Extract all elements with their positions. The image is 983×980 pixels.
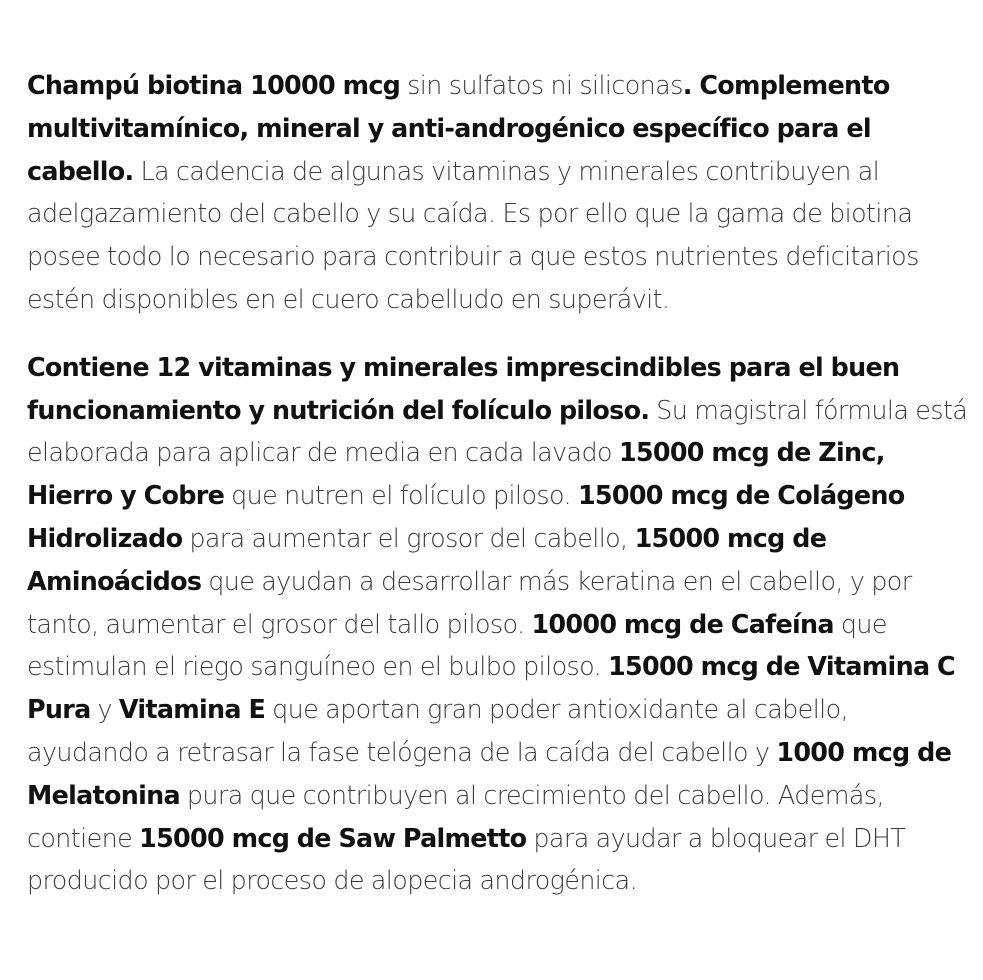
regular-text: sin sulfatos ni siliconas xyxy=(400,70,683,100)
bold-text: Vitamina E xyxy=(118,694,266,725)
bold-text: . Complemento multivitamínico, mineral y anti-androgénico específico para el cabello. xyxy=(27,70,890,186)
regular-text: para ayudar a bloquear el DHT producido por el proceso de alopecia androgénica. xyxy=(27,822,906,896)
regular-text: para aumentar el grosor del cabello, xyxy=(182,522,635,553)
regular-text: La cadencia de algunas vitaminas y minerales contribuyen al adelgazamiento del cabello y su caída. Es por ello que la gama de biotina posee todo lo necesario para contribuir a que estos nutrientes deficitarios estén disponibles en el cuero cabelludo en superávit. xyxy=(27,155,919,314)
ingredients-paragraph xyxy=(27,346,971,902)
bold-text: 10000 mcg de Cafeína xyxy=(531,608,834,639)
regular-text: y xyxy=(90,694,119,725)
bold-text: 15000 mcg de Saw Palmetto xyxy=(139,822,527,853)
regular-text: que estimulan el riego sanguíneo en el bulbo piloso. xyxy=(27,608,887,682)
bold-text: Champú biotina 10000 mcg xyxy=(27,70,401,100)
regular-text: que nutren el folículo piloso. xyxy=(224,480,578,511)
bold-text: 15000 mcg de Vitamina C Pura xyxy=(27,651,955,725)
regular-text: que ayudan a desarrollar más keratina en el cabello, y por tanto, aumentar el grosor del tallo piloso. xyxy=(27,565,912,639)
bold-text: Contiene 12 vitaminas y minerales imprescindibles para el buen funcionamiento y nutrición del folículo piloso. xyxy=(27,351,900,425)
bold-text: 15000 mcg de Aminoácidos xyxy=(27,522,827,596)
bold-text: 1000 mcg de Melatonina xyxy=(27,736,952,810)
regular-text: Su magistral fórmula está elaborada para aplicar de media en cada lavado xyxy=(27,394,968,468)
bold-text: 15000 mcg de Colágeno Hidrolizado xyxy=(27,480,905,553)
intro-paragraph xyxy=(27,64,971,321)
regular-text: pura que contribuyen al crecimiento del cabello. Además, contiene xyxy=(27,779,884,853)
bold-text: 15000 mcg de Zinc, Hierro y Cobre xyxy=(27,437,885,511)
product-description xyxy=(27,64,971,902)
regular-text: que aportan gran poder antioxidante al cabello, ayudando a retrasar la fase telógena de la caída del cabello y xyxy=(27,694,849,767)
